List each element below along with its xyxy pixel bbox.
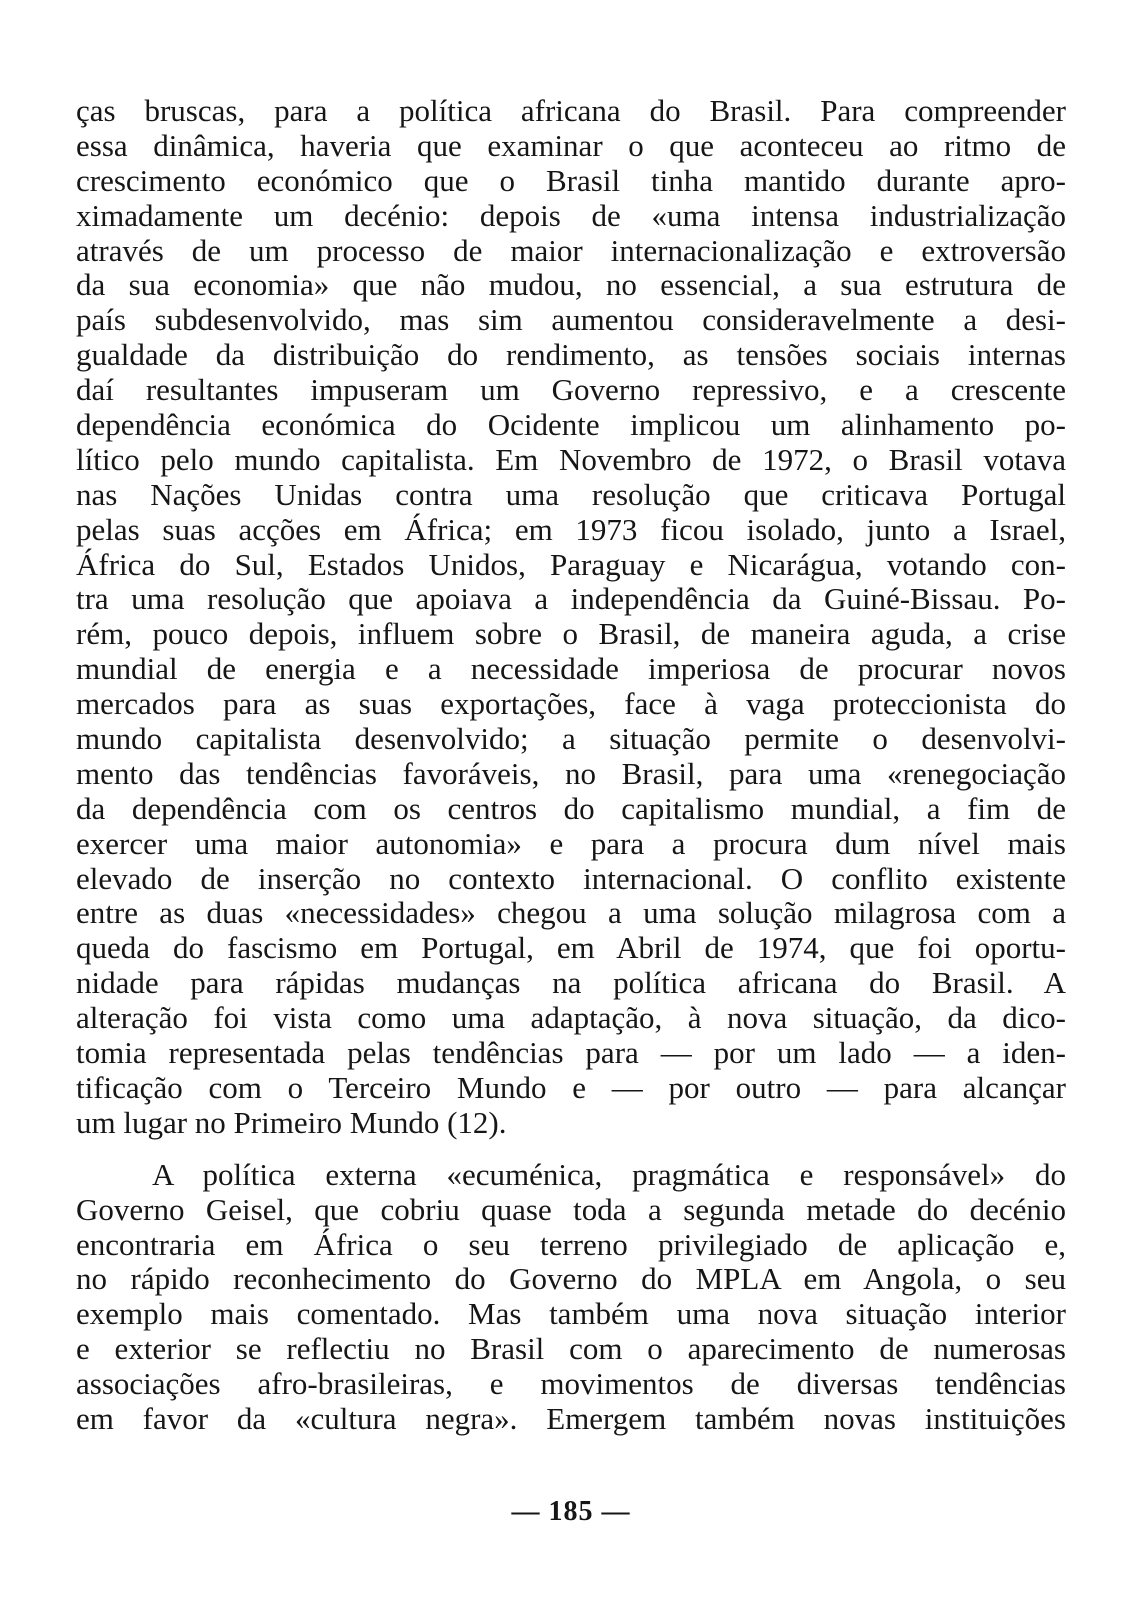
text-line: exercer uma maior autonomia» e para a procura dum nível mais bbox=[76, 825, 1066, 861]
text-line: associações afro-brasileiras, e movimentos de diversas tendências bbox=[76, 1366, 1066, 1402]
text-line: através de um processo de maior internacionalização e extroversão bbox=[76, 232, 1066, 268]
text-line: gualdade da distribuição do rendimento, as tensões sociais internas bbox=[76, 337, 1066, 373]
text-line: tra uma resolução que apoiava a independência da Guiné-Bissau. Po- bbox=[76, 581, 1066, 617]
text-line: rém, pouco depois, influem sobre o Brasil, de maneira aguda, a crise bbox=[76, 616, 1066, 652]
paragraph-1 bbox=[76, 94, 1066, 1141]
text-line: Governo Geisel, que cobriu quase toda a segunda metade do decénio bbox=[76, 1191, 1066, 1227]
text-line: dependência económica do Ocidente implicou um alinhamento po- bbox=[76, 407, 1066, 443]
text-line: pelas suas acções em África; em 1973 ficou isolado, junto a Israel, bbox=[76, 511, 1066, 547]
text-line: crescimento económico que o Brasil tinha mantido durante apro- bbox=[76, 162, 1066, 198]
paragraph-2 bbox=[76, 1158, 1066, 1437]
page-body bbox=[76, 94, 1066, 1437]
text-line: da dependência com os centros do capitalismo mundial, a fim de bbox=[76, 790, 1066, 826]
text-line: lítico pelo mundo capitalista. Em Novembro de 1972, o Brasil votava bbox=[76, 441, 1066, 477]
page-number: — 185 — bbox=[511, 1496, 631, 1527]
text-line: nidade para rápidas mudanças na política africana do Brasil. A bbox=[76, 965, 1066, 1001]
text-line: daí resultantes impuseram um Governo repressivo, e a crescente bbox=[76, 372, 1066, 408]
text-line: mento das tendências favoráveis, no Brasil, para uma «renegociação bbox=[76, 755, 1066, 791]
text-line: alteração foi vista como uma adaptação, à nova situação, da dico- bbox=[76, 1000, 1066, 1036]
text-line: tomia representada pelas tendências para — por um lado — a iden- bbox=[76, 1035, 1066, 1071]
text-line: África do Sul, Estados Unidos, Paraguay e Nicarágua, votando con- bbox=[76, 546, 1066, 582]
text-line: mercados para as suas exportações, face à vaga proteccionista do bbox=[76, 686, 1066, 722]
text-line: e exterior se reflectiu no Brasil com o aparecimento de numerosas bbox=[76, 1331, 1066, 1367]
text-line: ximadamente um decénio: depois de «uma intensa industrialização bbox=[76, 197, 1066, 233]
text-line: mundo capitalista desenvolvido; a situação permite o desenvolvi- bbox=[76, 721, 1066, 757]
text-line: exemplo mais comentado. Mas também uma nova situação interior bbox=[76, 1296, 1066, 1332]
text-line: queda do fascismo em Portugal, em Abril de 1974, que foi oportu- bbox=[76, 930, 1066, 966]
text-line: nas Nações Unidas contra uma resolução que criticava Portugal bbox=[76, 476, 1066, 512]
text-line: em favor da «cultura negra». Emergem também novas instituições bbox=[76, 1400, 1066, 1436]
text-line: um lugar no Primeiro Mundo (12). bbox=[76, 1104, 507, 1140]
text-line: entre as duas «necessidades» chegou a uma solução milagrosa com a bbox=[76, 895, 1066, 931]
text-line: elevado de inserção no contexto internacional. O conflito existente bbox=[76, 860, 1066, 896]
text-line: da sua economia» que não mudou, no essencial, a sua estrutura de bbox=[76, 267, 1066, 303]
text-line: no rápido reconhecimento do Governo do MPLA em Angola, o seu bbox=[76, 1261, 1066, 1297]
text-line: encontraria em África o seu terreno privilegiado de aplicação e, bbox=[76, 1226, 1066, 1262]
text-line: A política externa «ecuménica, pragmática e responsável» do bbox=[152, 1156, 1066, 1192]
text-line: ças bruscas, para a política africana do Brasil. Para compreender bbox=[76, 93, 1066, 128]
text-line: mundial de energia e a necessidade imperiosa de procurar novos bbox=[76, 651, 1066, 687]
text-line: essa dinâmica, haveria que examinar o que aconteceu ao ritmo de bbox=[76, 127, 1066, 163]
text-line: país subdesenvolvido, mas sim aumentou consideravelmente a desi- bbox=[76, 302, 1066, 338]
text-line: tificação com o Terceiro Mundo e — por outro — para alcançar bbox=[76, 1069, 1066, 1105]
